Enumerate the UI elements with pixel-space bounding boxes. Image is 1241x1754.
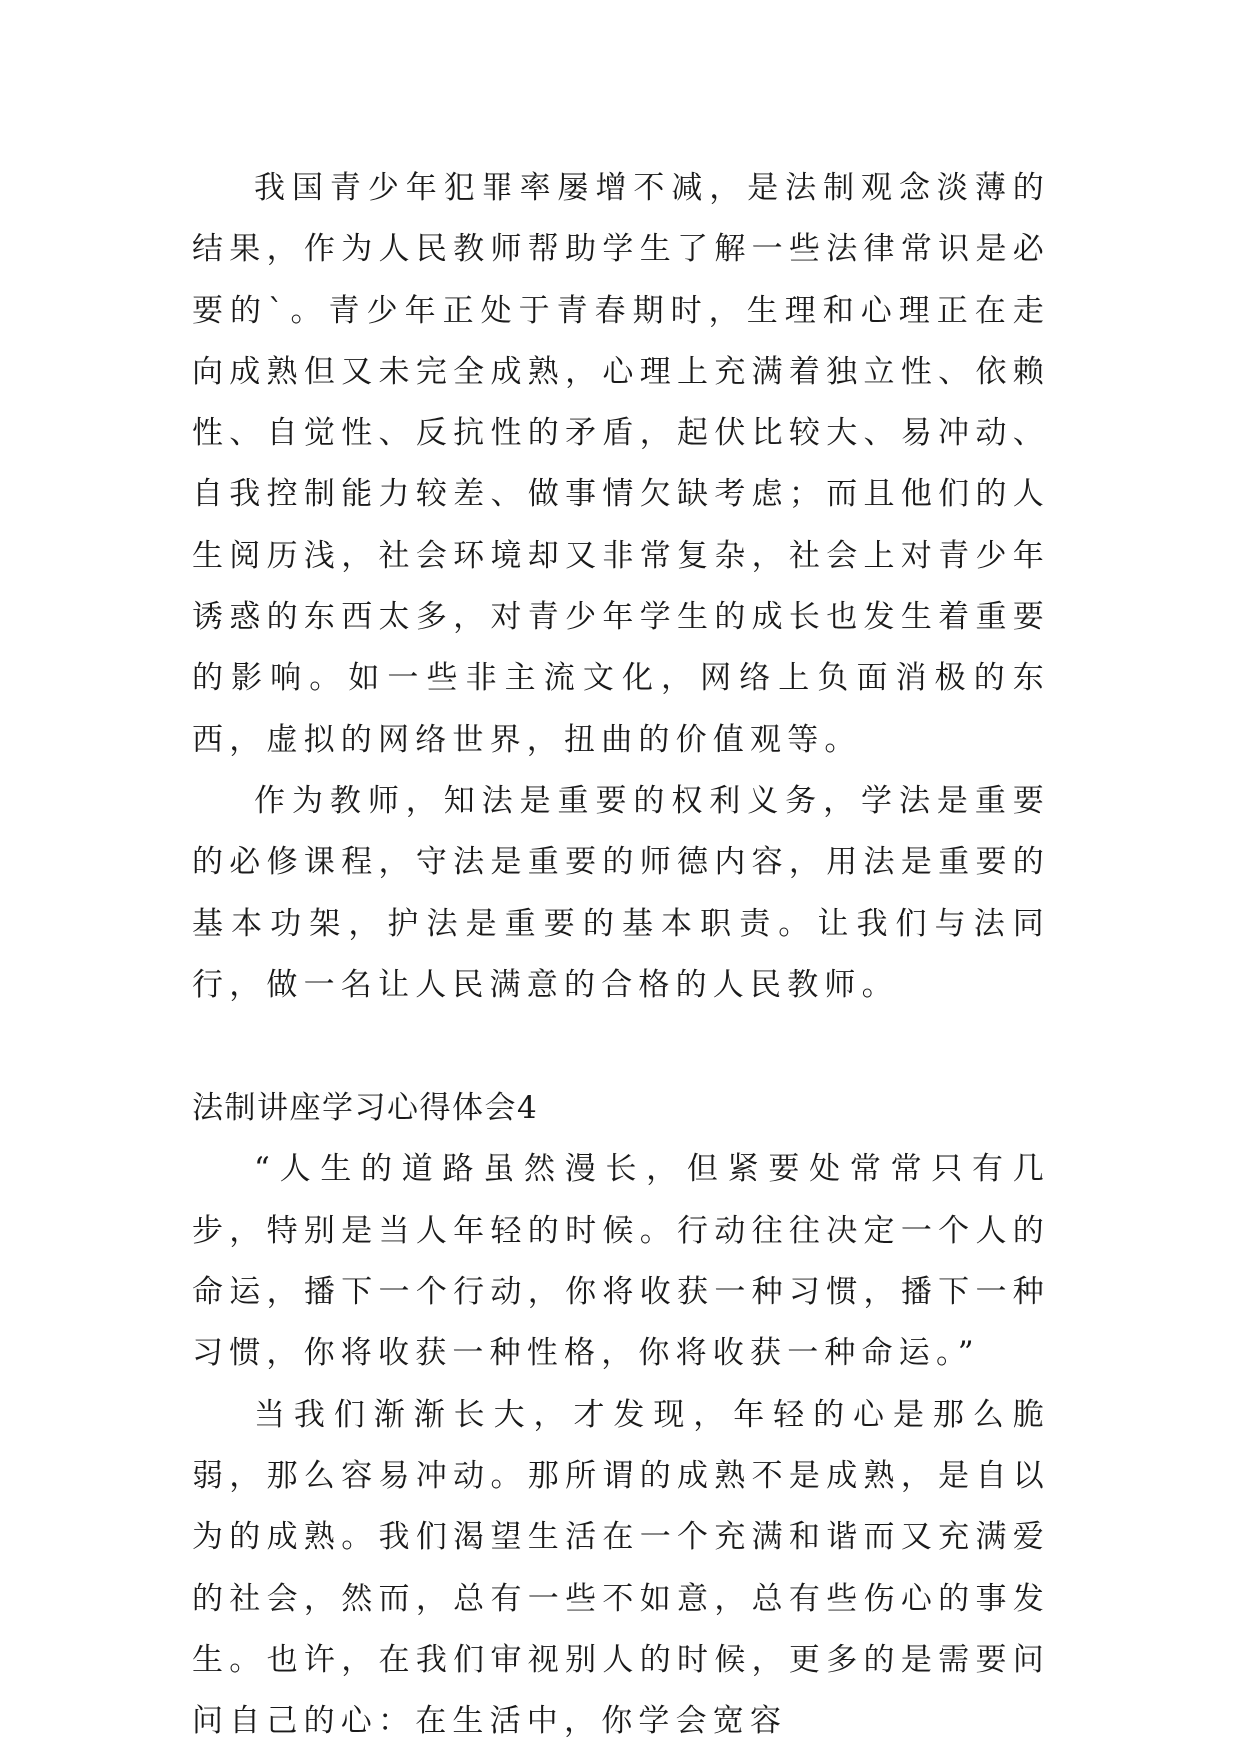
document-body <box>192 158 1050 1752</box>
section-heading: 法制讲座学习心得体会4 <box>192 1090 539 1127</box>
paragraph: 我国青少年犯罪率屡增不减，是法制观念淡薄的结果，作为人民教师帮助学生了解一些法律常识是必要的`。青少年正处于青春期时，生理和心理正在走向成熟但又未完全成熟，心理上充满着独立性、依赖性、自觉性、反抗性的矛盾，起伏比较大、易冲动、自我控制能力较差、做事情欠缺考虑；而且他们的人生阅历浅，社会环境却又非常复杂，社会上对青少年诱惑的东西太多，对青少年学生的成长也发生着重要的影响。如一些非主流文化，网络上负面消极的东西，虚拟的网络世界，扭曲的价值观等。 <box>192 170 1050 758</box>
paragraph: 作为教师，知法是重要的权利义务，学法是重要的必修课程，守法是重要的师德内容，用法是重要的基本功架，护法是重要的基本职责。让我们与法同行，做一名让人民满意的合格的人民教师。 <box>192 782 1050 1003</box>
paragraph: 当我们渐渐长大，才发现，年轻的心是那么脆弱，那么容易冲动。那所谓的成熟不是成熟，是自以为的成熟。我们渴望生活在一个充满和谐而又充满爱的社会，然而，总有一些不如意，总有些伤心的事发生。也许，在我们审视别人的时候，更多的是需要问问自己的心：在生活中，你学会宽容 <box>192 1396 1050 1740</box>
paragraph: “人生的道路虽然漫长，但紧要处常常只有几步，特别是当人年轻的时候。行动往往决定一个人的命运，播下一个行动，你将收获一种习惯，播下一种习惯，你将收获一种性格，你将收获一种命运。” <box>192 1151 1050 1372</box>
